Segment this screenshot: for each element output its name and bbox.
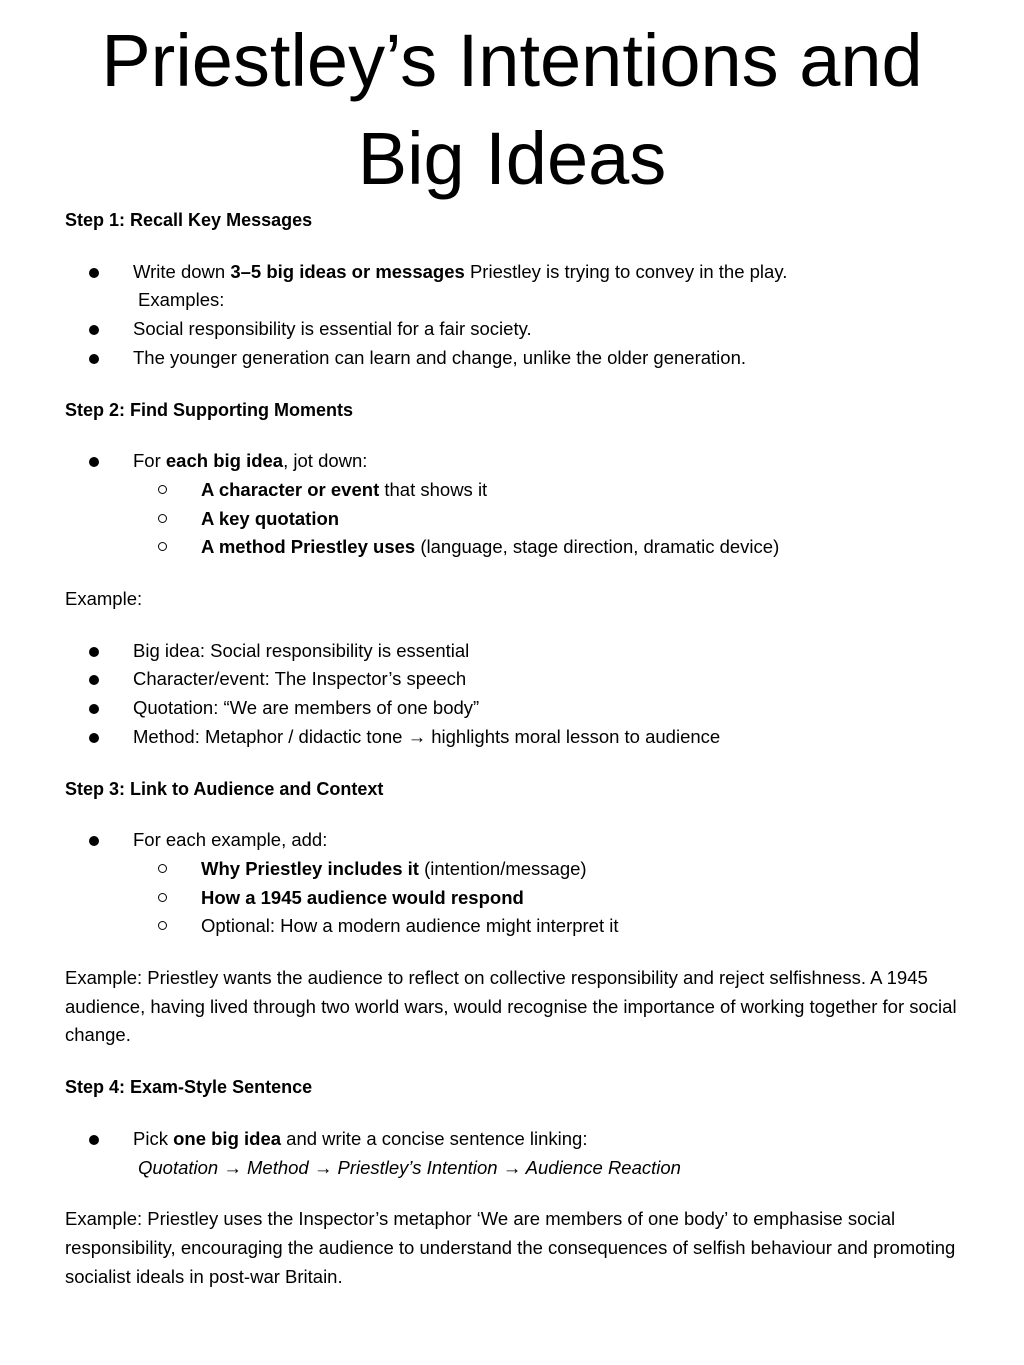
list-item: Pick one big idea and write a concise sentence linking: Quotation → Method → Priestley’s Intention → Audience Reaction <box>65 1125 965 1182</box>
circle-bullet-icon <box>158 921 167 930</box>
circle-bullet-icon <box>158 485 167 494</box>
bullet-icon <box>89 647 99 657</box>
step3-heading: Step 3: Link to Audience and Context <box>65 778 384 799</box>
list-item: Character/event: The Inspector’s speech <box>65 665 965 694</box>
list-item: A character or event that shows it <box>65 476 965 505</box>
list-item: Social responsibility is essential for a fair society. <box>65 315 965 344</box>
step2-example-list <box>65 637 965 752</box>
list-item: Why Priestley includes it (intention/message) <box>65 855 965 884</box>
step4-list <box>65 1125 965 1182</box>
bullet-icon <box>89 354 99 364</box>
formula-text: Quotation → Method → Priestley’s Intention → Audience Reaction <box>138 1156 681 1178</box>
bullet-icon <box>89 457 99 467</box>
step2-list <box>65 447 965 476</box>
circle-bullet-icon <box>158 864 167 873</box>
list-item: A key quotation <box>65 505 965 534</box>
examples-label: Examples: <box>138 289 225 311</box>
bullet-icon <box>89 836 99 846</box>
bullet-icon <box>89 268 99 278</box>
list-item: Big idea: Social responsibility is essential <box>65 637 965 666</box>
circle-bullet-icon <box>158 514 167 523</box>
step2-heading: Step 2: Find Supporting Moments <box>65 399 353 420</box>
list-item: For each example, add: <box>65 826 965 855</box>
step2-sublist <box>65 476 965 562</box>
page-title <box>0 0 1024 208</box>
list-item: Quotation: “We are members of one body” <box>65 694 965 723</box>
step4-example: Example: Priestley uses the Inspector’s metaphor ‘We are members of one body’ to emphasise social responsibility, encouraging the audience to understand the consequences of selfish behaviour and promoting socialist ideals in post-war Britain. <box>65 1208 956 1287</box>
step1-heading: Step 1: Recall Key Messages <box>65 210 313 230</box>
list-item: The younger generation can learn and change, unlike the older generation. <box>65 344 965 373</box>
step3-example: Example: Priestley wants the audience to reflect on collective responsibility and reject selfishness. A 1945 audience, having lived through two world wars, would recognise the importance of working together for social change. <box>65 967 957 1046</box>
list-item: For each big idea, jot down: <box>65 447 965 476</box>
bullet-icon <box>89 675 99 685</box>
list-item: Optional: How a modern audience might interpret it <box>65 912 965 941</box>
step2-example-label: Example: <box>65 588 143 610</box>
bullet-icon <box>89 325 99 335</box>
circle-bullet-icon <box>158 542 167 551</box>
list-item: Method: Metaphor / didactic tone → highlights moral lesson to audience <box>65 723 965 752</box>
title-line-2: Big Ideas <box>357 117 667 200</box>
bullet-icon <box>89 1135 99 1145</box>
step3-list <box>65 826 965 855</box>
step4-heading: Step 4: Exam-Style Sentence <box>65 1077 313 1098</box>
list-item: A method Priestley uses (language, stage direction, dramatic device) <box>65 533 965 562</box>
list-item: Write down 3–5 big ideas or messages Priestley is trying to convey in the play. Examples: <box>65 258 965 315</box>
title-line-1: Priestley’s Intentions and <box>101 19 923 102</box>
document-body <box>65 206 965 1291</box>
step3-sublist <box>65 855 965 941</box>
bullet-icon <box>89 733 99 743</box>
bullet-icon <box>89 704 99 714</box>
list-item: How a 1945 audience would respond <box>65 884 965 913</box>
circle-bullet-icon <box>158 893 167 902</box>
step1-list <box>65 258 965 373</box>
